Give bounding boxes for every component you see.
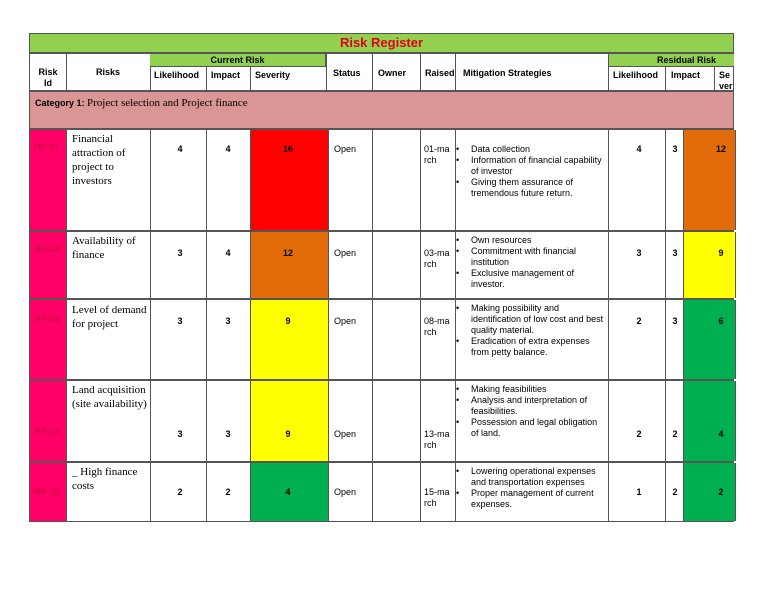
header-status: Status <box>333 68 361 78</box>
mitigation-list <box>455 235 605 290</box>
risk-id: RP-02 <box>34 244 60 254</box>
mitigation-item: • Eradication of extra expenses from petty balance. <box>455 336 605 358</box>
current-likelihood: 3 <box>177 316 183 326</box>
residual-impact: 3 <box>672 144 678 154</box>
risk-id: RP-03 <box>34 314 60 324</box>
mitigation-item: • Giving them assurance of tremendous future return. <box>455 177 605 199</box>
residual-severity: 12 <box>715 144 726 154</box>
header-risk-id: Risk Id <box>38 67 58 88</box>
current-severity: 4 <box>285 487 291 497</box>
raised-date: 15-march <box>424 487 450 508</box>
mitigation-item: • Information of financial capability of investor <box>455 155 605 177</box>
page-title: Risk Register <box>339 35 424 50</box>
current-likelihood: 2 <box>177 487 183 497</box>
raised-date: 03-march <box>424 248 450 269</box>
residual-severity: 4 <box>718 429 724 439</box>
header-risks: Risks <box>95 67 121 77</box>
current-severity: 9 <box>285 316 291 326</box>
risk-id-cell <box>30 463 67 521</box>
raised-date: 08-march <box>424 316 450 337</box>
residual-impact: 3 <box>672 316 678 326</box>
residual-severity-cell <box>683 300 736 379</box>
residual-impact: 2 <box>672 429 678 439</box>
current-severity: 9 <box>285 429 291 439</box>
residual-severity: 2 <box>718 487 724 497</box>
residual-severity: 6 <box>718 316 724 326</box>
mitigation-item: • Making possibility and identification of low cost and best quality material. <box>455 303 605 336</box>
header-cur-likelihood: Likelihood <box>154 70 199 80</box>
header-residual-risk <box>608 54 734 67</box>
header-cur-severity: Severity <box>255 70 291 80</box>
risk-description: Land acquisition (site availability) <box>72 384 147 410</box>
header-current-risk <box>150 54 326 67</box>
current-severity-cell <box>250 381 329 461</box>
table-row <box>29 380 734 462</box>
current-likelihood: 3 <box>177 429 183 439</box>
table-row <box>29 129 734 231</box>
residual-risk-label: Residual Risk <box>656 55 716 65</box>
risk-id: RP-05 <box>34 487 60 497</box>
mitigation-list <box>455 384 605 439</box>
table-row <box>29 231 734 299</box>
header-mitigation: Mitigation Strategies <box>463 68 552 78</box>
status: Open <box>334 429 357 439</box>
status: Open <box>334 248 357 258</box>
current-impact: 4 <box>225 248 231 258</box>
residual-impact: 2 <box>672 487 678 497</box>
status: Open <box>334 316 357 326</box>
current-impact: 3 <box>225 429 231 439</box>
residual-severity-cell <box>683 381 736 461</box>
current-likelihood: 4 <box>177 144 183 154</box>
current-severity-cell <box>250 300 329 379</box>
risk-id: RP-01 <box>34 142 60 152</box>
header-res-impact: Impact <box>671 70 701 80</box>
residual-severity: 9 <box>718 248 724 258</box>
risk-description: Level of demand for project <box>72 304 147 330</box>
category-label <box>35 97 248 109</box>
header-res-likelihood: Likelihood <box>613 70 658 80</box>
current-severity: 16 <box>282 144 293 154</box>
mitigation-item: • Making feasibilities <box>455 384 605 395</box>
mitigation-item: • Analysis and interpretation of feasibilities. <box>455 395 605 417</box>
header-res-severity: Sever <box>719 70 733 91</box>
mitigation-list <box>455 144 605 199</box>
risk-id-cell <box>30 300 67 379</box>
current-risk-label: Current Risk <box>210 55 265 65</box>
current-likelihood: 3 <box>177 248 183 258</box>
residual-likelihood: 1 <box>636 487 642 497</box>
risk-id-cell <box>30 232 67 298</box>
current-severity-cell <box>250 232 329 298</box>
risk-description: _ High finance costs <box>72 466 138 492</box>
residual-likelihood: 2 <box>636 316 642 326</box>
mitigation-item: • Lowering operational expenses and transportation expenses <box>455 466 605 488</box>
risk-id-cell <box>30 130 67 230</box>
residual-likelihood: 4 <box>636 144 642 154</box>
current-impact: 2 <box>225 487 231 497</box>
mitigation-item: • Proper management of current expenses. <box>455 488 605 510</box>
mitigation-item: • Data collection <box>455 144 605 155</box>
header-cur-impact: Impact <box>211 70 241 80</box>
mitigation-item: • Possession and legal obligation of land. <box>455 417 605 439</box>
risk-description: Financial attraction of project to investors <box>72 133 126 187</box>
table-row <box>29 462 734 522</box>
mitigation-item: • Exclusive management of investor. <box>455 268 605 290</box>
current-impact: 3 <box>225 316 231 326</box>
current-severity: 12 <box>282 248 293 258</box>
title-bar <box>29 33 734 53</box>
header-owner: Owner <box>378 68 407 78</box>
risk-id-cell <box>30 381 67 461</box>
residual-impact: 3 <box>672 248 678 258</box>
mitigation-list <box>455 303 605 358</box>
table-row <box>29 299 734 380</box>
mitigation-list <box>455 466 605 510</box>
header-raised: Raised <box>425 68 455 78</box>
status: Open <box>334 144 357 154</box>
residual-severity-cell <box>683 232 736 298</box>
risk-id: RP-04 <box>34 427 60 437</box>
raised-date: 13-march <box>424 429 450 450</box>
table-header <box>29 53 734 91</box>
risk-description: Availability of finance <box>72 235 136 261</box>
raised-date: 01-march <box>424 144 450 165</box>
mitigation-item: • Commitment with financial institution <box>455 246 605 268</box>
status: Open <box>334 487 357 497</box>
category-row <box>29 91 734 129</box>
category-prefix: Category 1: <box>35 98 85 108</box>
mitigation-item: • Own resources <box>455 235 605 246</box>
residual-likelihood: 3 <box>636 248 642 258</box>
current-impact: 4 <box>225 144 231 154</box>
residual-likelihood: 2 <box>636 429 642 439</box>
category-name: Project selection and Project finance <box>87 97 248 109</box>
